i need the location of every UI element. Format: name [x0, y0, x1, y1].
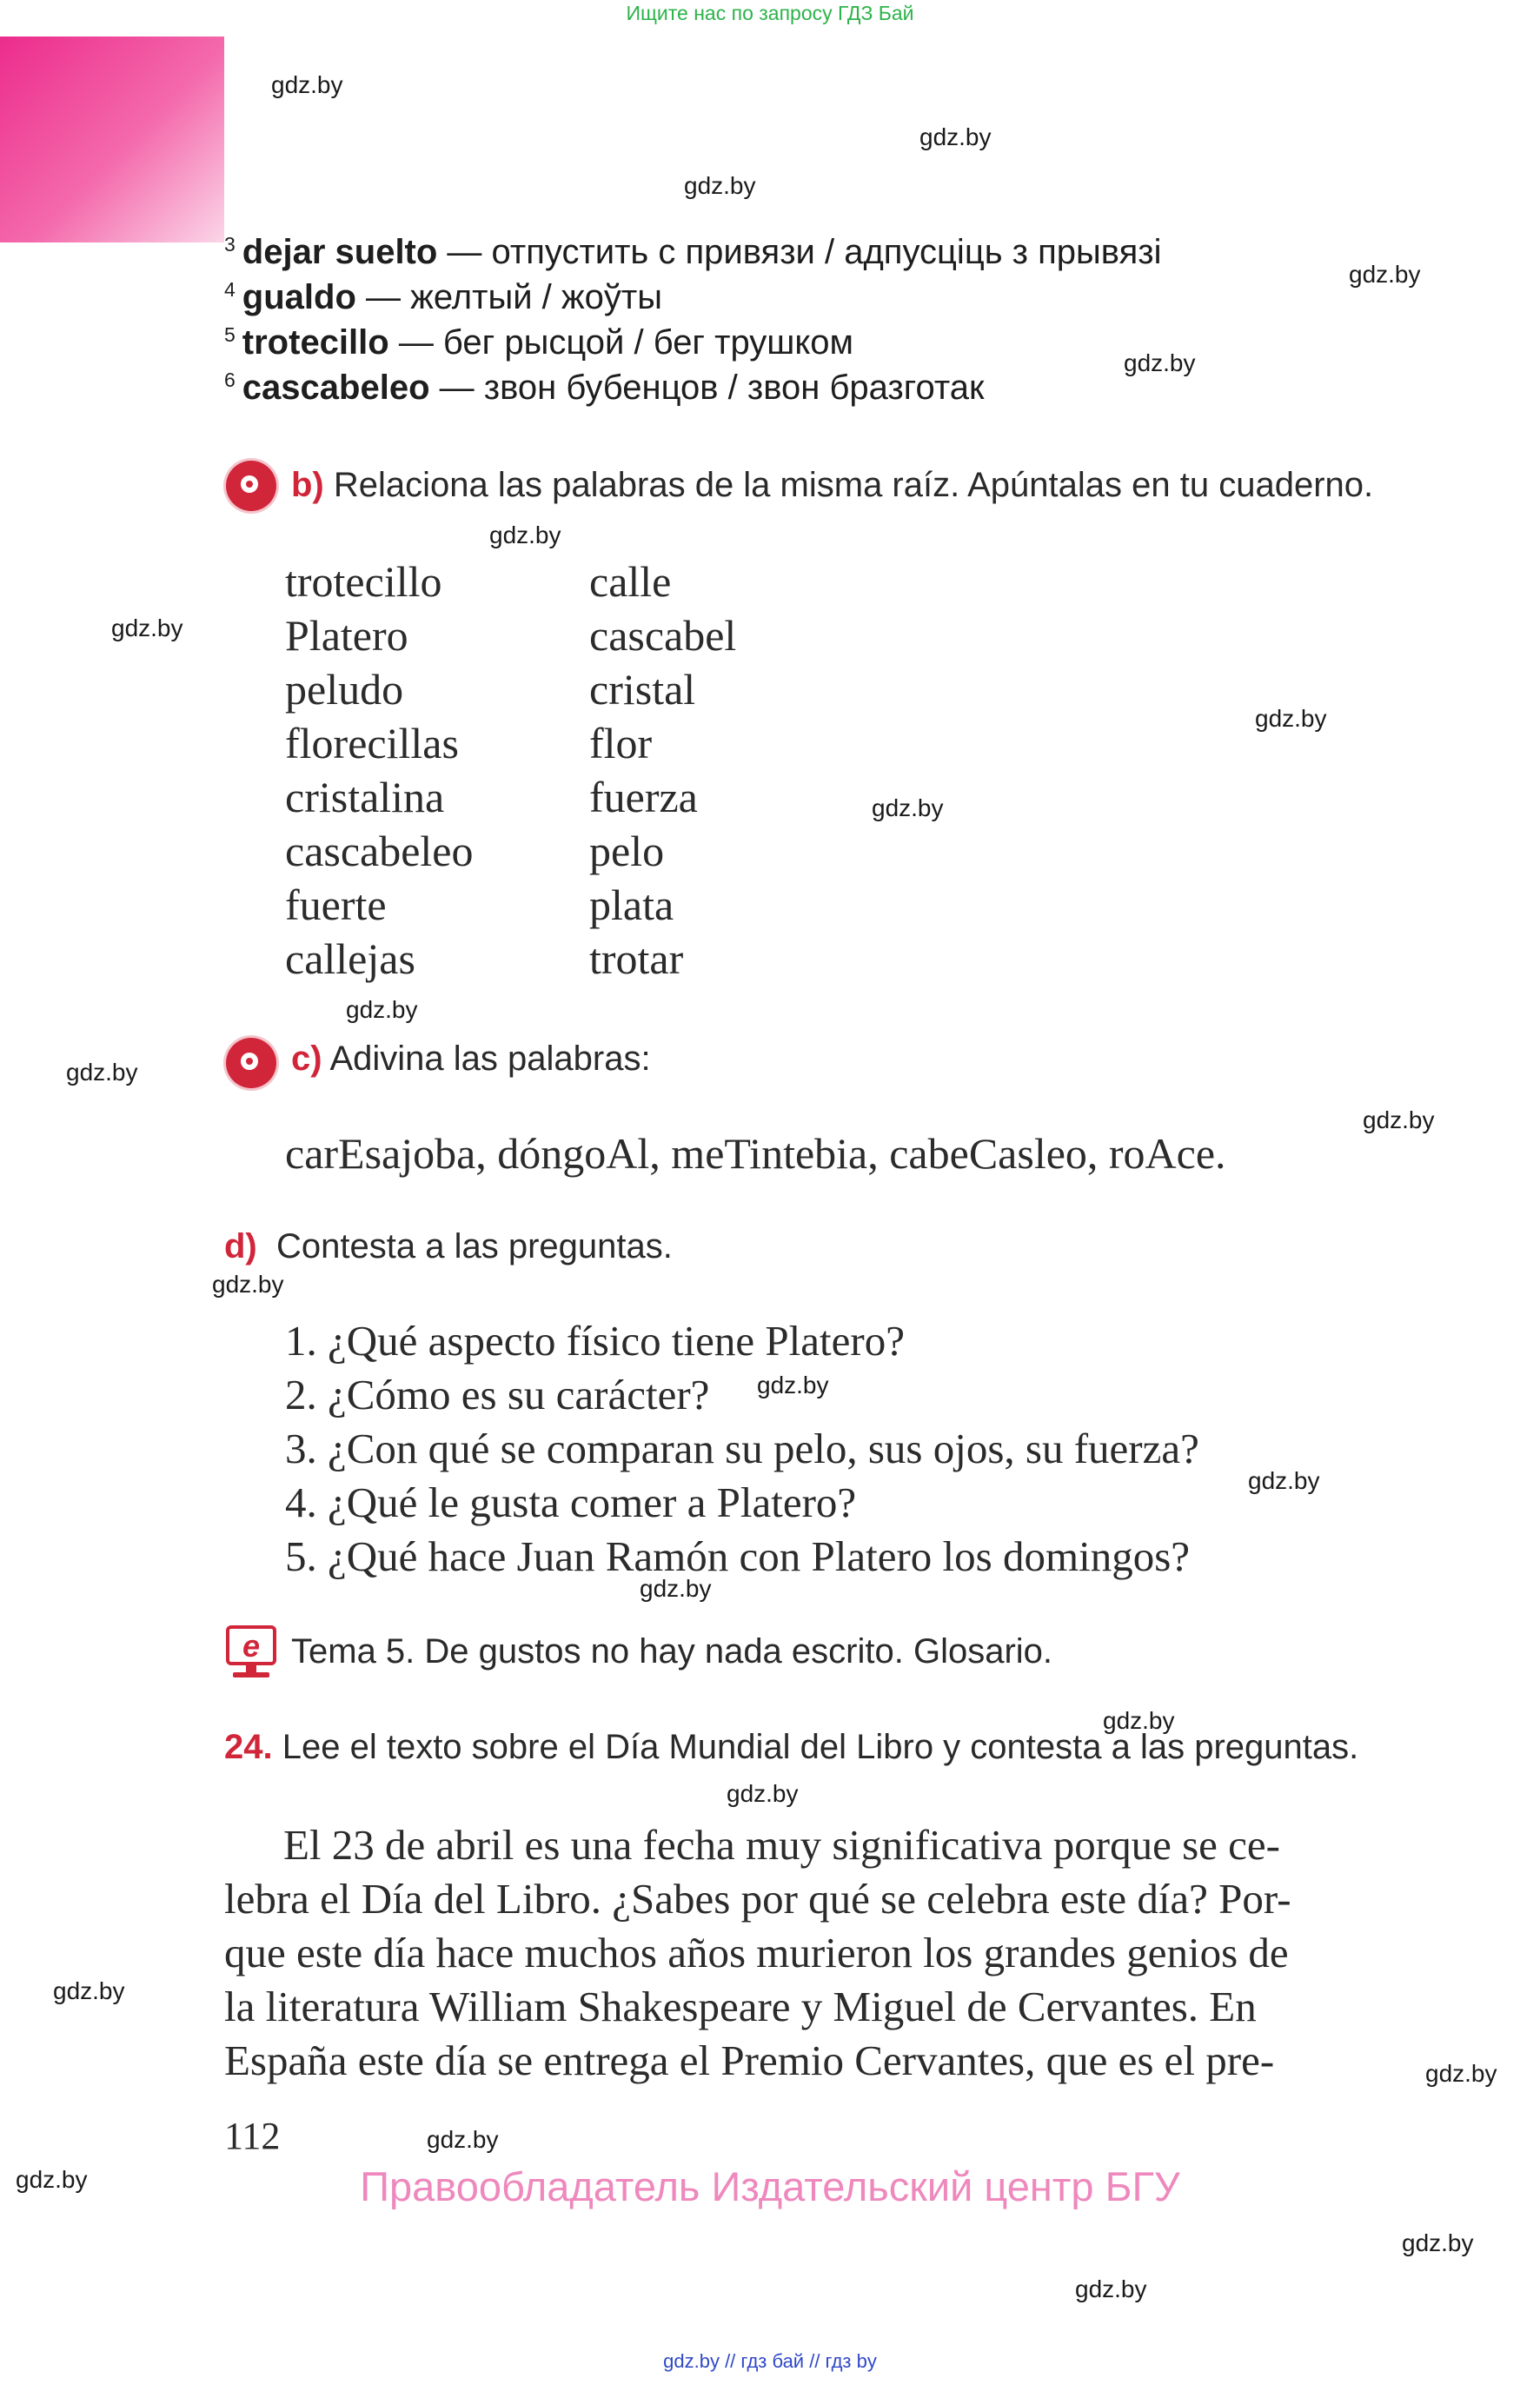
question: 2. ¿Cómo es su carácter?: [285, 1371, 710, 1418]
word-right: trotar: [589, 934, 684, 983]
watermark: gdz.by: [271, 71, 343, 98]
question: 5. ¿Qué hace Juan Ramón con Platero los domingos?: [285, 1532, 1191, 1580]
watermark: gdz.by: [640, 1575, 712, 1602]
word-left: cascabeleo: [285, 827, 474, 875]
watermark: gdz.by: [1248, 1467, 1320, 1494]
word-left: callejas: [285, 934, 415, 983]
watermark: gdz.by: [684, 172, 756, 199]
word-left: cristalina: [285, 773, 445, 821]
paragraph-line: España este día se entrega el Premio Cervantes, que es el pre-: [224, 2036, 1275, 2084]
watermark: gdz.by: [16, 2166, 88, 2193]
watermark: gdz.by: [757, 1372, 829, 1398]
question: 1. ¿Qué aspecto físico tiene Platero?: [285, 1317, 905, 1365]
watermark: gdz.by: [1402, 2229, 1474, 2256]
word-left: trotecillo: [285, 557, 442, 606]
word-right: pelo: [589, 827, 665, 875]
audio-disc-icon[interactable]: [226, 461, 276, 511]
word-left: fuerte: [285, 880, 387, 929]
vocab-line: $^5$ trotecillo — бег рысцой / бег трушком: [224, 323, 854, 362]
vocab-line: $^3$ dejar suelto — отпустить с привязи / адпусціць з прывязі: [224, 233, 1162, 271]
exercise-c-instruction: c) Adivina las palabras:: [291, 1040, 651, 1078]
watermark: gdz.by: [1075, 2275, 1147, 2302]
paragraph-line: la literatura William Shakespeare y Miguel de Cervantes. En: [224, 1983, 1257, 2030]
watermark: gdz.by: [489, 522, 561, 548]
audio-disc-icon[interactable]: [226, 1038, 276, 1088]
watermark: gdz.by: [1349, 261, 1421, 288]
word-left: florecillas: [285, 719, 459, 767]
watermark: gdz.by: [53, 1977, 125, 2004]
word-right: fuerza: [589, 773, 698, 821]
watermark: gdz.by: [66, 1059, 138, 1086]
word-right: flor: [589, 719, 653, 767]
word-left: Platero: [285, 611, 408, 660]
task-24-instruction: 24. Lee el texto sobre el Día Mundial del Libro y contesta a las preguntas.: [224, 1728, 1359, 1766]
paragraph-line: El 23 de abril es una fecha muy significativa porque se ce-: [283, 1821, 1280, 1869]
vocab-line: $^6$ cascabeleo — звон бубенцов / звон бразготак: [224, 369, 985, 407]
watermark: gdz.by: [427, 2126, 499, 2153]
question: 4. ¿Qué le gusta comer a Platero?: [285, 1478, 857, 1526]
top-banner[interactable]: Ищите нас по запросу ГДЗ Бай: [626, 2, 914, 24]
word-right: plata: [589, 880, 674, 929]
exercise-b-instruction: b) Relaciona las palabras de la misma raíz. Apúntalas en tu cuaderno.: [291, 466, 1374, 504]
bottom-links[interactable]: gdz.by // гдз бай // гдз by: [663, 2350, 877, 2372]
watermark: gdz.by: [1425, 2060, 1497, 2087]
pink-corner-decoration: [0, 37, 224, 242]
watermark: gdz.by: [872, 794, 944, 821]
word-left: peludo: [285, 665, 404, 714]
watermark: gdz.by: [346, 996, 418, 1023]
page-number: 112: [224, 2115, 281, 2157]
watermark: gdz.by: [1124, 349, 1196, 376]
svg-text:e: e: [242, 1628, 261, 1664]
paragraph-line: que este día hace muchos años murieron los grandes genios de: [224, 1929, 1289, 1976]
exercise-d-instruction: d) Contesta a las preguntas.: [224, 1227, 673, 1266]
tema-link[interactable]: Tema 5. De gustos no hay nada escrito. Glosario.: [291, 1632, 1053, 1671]
watermark: gdz.by: [1363, 1106, 1435, 1133]
watermark: gdz.by: [727, 1780, 799, 1807]
copyright-notice: Правообладатель Издательский центр БГУ: [360, 2163, 1180, 2209]
watermark: gdz.by: [1103, 1707, 1175, 1734]
watermark: gdz.by: [1255, 705, 1327, 732]
paragraph-line: lebra el Día del Libro. ¿Sabes por qué se celebra este día? Por-: [224, 1875, 1291, 1923]
watermark: gdz.by: [919, 123, 992, 150]
question: 3. ¿Con qué se comparan su pelo, sus ojos, su fuerza?: [285, 1425, 1199, 1472]
watermark: gdz.by: [212, 1271, 284, 1298]
vocab-line: $^4$ gualdo — желтый / жоўты: [224, 278, 662, 316]
word-right: cascabel: [589, 611, 737, 660]
monitor-e-icon[interactable]: [224, 1624, 278, 1681]
word-right: cristal: [589, 665, 696, 714]
anagrams: carEsajoba, dóngoAl, meTintebia, cabeCasleo, roAce.: [285, 1129, 1226, 1178]
watermark: gdz.by: [111, 615, 183, 641]
word-right: calle: [589, 557, 672, 606]
